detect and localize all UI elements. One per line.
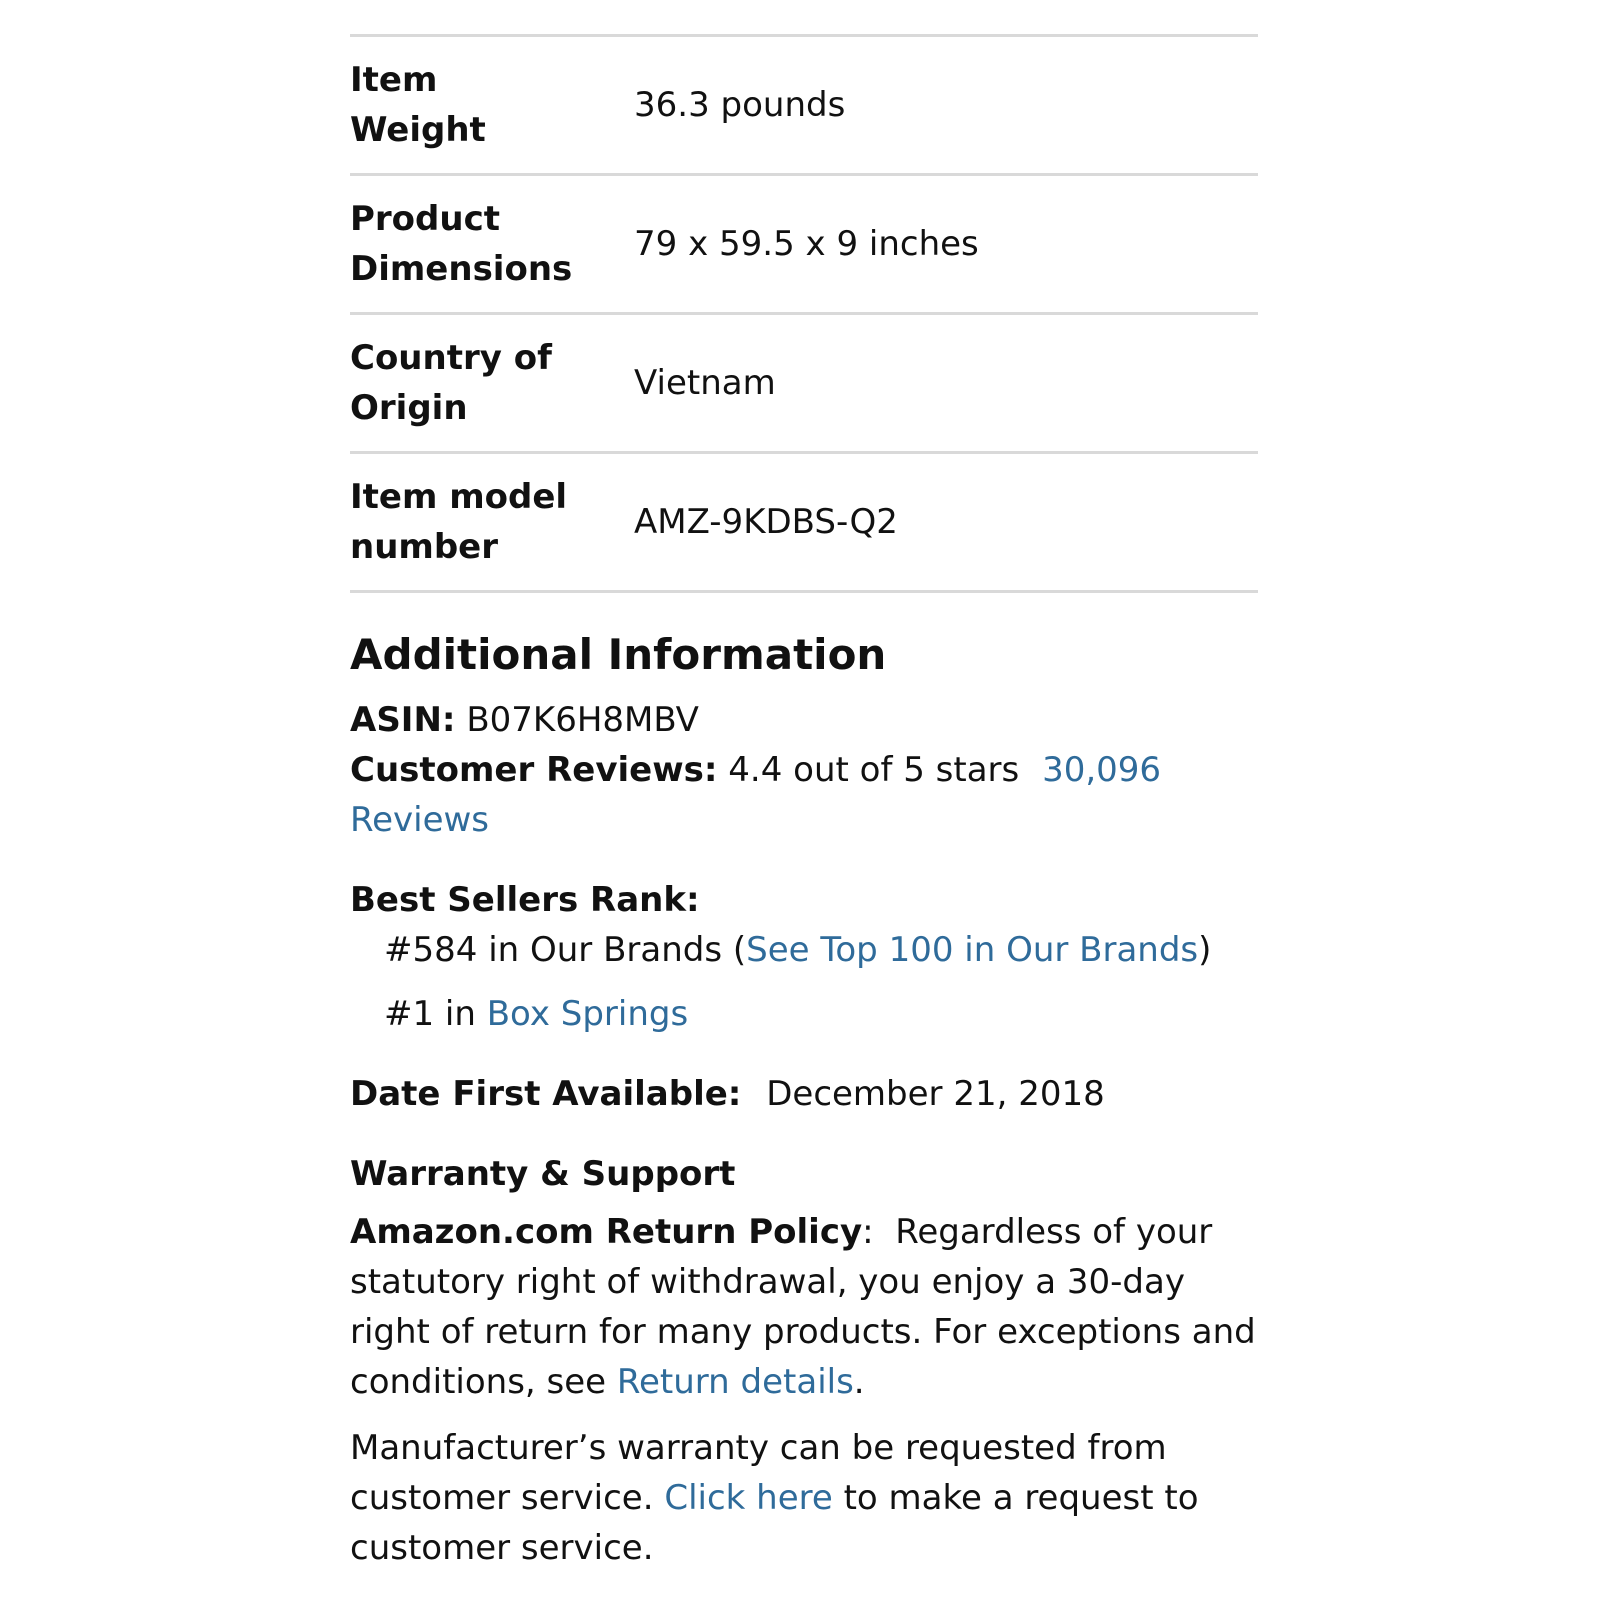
spec-value: 36.3 pounds — [634, 85, 846, 125]
rank-prefix: #584 in Our Brands ( — [384, 930, 747, 970]
best-sellers-rank-label: Best Sellers Rank: — [350, 880, 700, 920]
click-here-link[interactable]: Click here — [664, 1478, 833, 1518]
spec-value: 79 x 59.5 x 9 inches — [634, 224, 979, 264]
rank-prefix: #1 in — [384, 994, 487, 1034]
customer-reviews-line — [350, 745, 1258, 845]
top-100-brands-link[interactable]: See Top 100 in Our Brands — [746, 930, 1199, 970]
customer-reviews-label: Customer Reviews: — [350, 750, 718, 790]
return-details-link[interactable]: Return details — [616, 1362, 854, 1402]
date-first-available-value: December 21, 2018 — [766, 1074, 1105, 1114]
asin-line — [350, 695, 1258, 745]
manufacturer-text-before: Manufacturer’s warranty can be requested from customer service. — [350, 1428, 1167, 1518]
manufacturer-warranty-paragraph — [350, 1423, 1258, 1573]
reviews-count-link[interactable]: 30,096 Reviews — [350, 750, 1162, 840]
date-first-available-label: Date First Available: — [350, 1074, 742, 1114]
rank-item — [350, 989, 1258, 1039]
return-policy-text: Regardless of your statutory right of withdrawal, you enjoy a 30-day right of return for many products. For exceptions and conditions, see — [350, 1212, 1256, 1402]
rank-suffix: ) — [1198, 930, 1212, 970]
spec-row — [350, 176, 1258, 315]
spec-label: Item model number — [350, 477, 568, 567]
return-policy-colon: : — [862, 1212, 874, 1252]
spec-row — [350, 454, 1258, 593]
spec-row — [350, 37, 1258, 176]
box-springs-link[interactable]: Box Springs — [486, 994, 689, 1034]
return-policy-label: Amazon.com Return Policy — [350, 1212, 863, 1252]
spec-label: Country of Origin — [350, 338, 552, 428]
product-details-panel — [350, 34, 1258, 1573]
rank-item — [350, 925, 1258, 975]
additional-information-heading: Additional Information — [350, 630, 887, 679]
return-policy-end: . — [853, 1362, 865, 1402]
spec-value: AMZ-9KDBS-Q2 — [634, 502, 898, 542]
rating-text: 4.4 out of 5 stars — [728, 750, 1020, 790]
spec-label: Product Dimensions — [350, 199, 573, 289]
spec-label: Item Weight — [350, 60, 486, 150]
spec-value: Vietnam — [634, 363, 776, 403]
warranty-support-heading: Warranty & Support — [350, 1154, 736, 1194]
asin-label: ASIN: — [350, 700, 456, 740]
manufacturer-text-after: to make a request to customer service. — [350, 1478, 1199, 1568]
date-first-available-line — [350, 1069, 1258, 1119]
spec-row — [350, 315, 1258, 454]
return-policy-paragraph — [350, 1207, 1258, 1407]
specifications-table — [350, 34, 1258, 593]
asin-value: B07K6H8MBV — [466, 700, 699, 740]
